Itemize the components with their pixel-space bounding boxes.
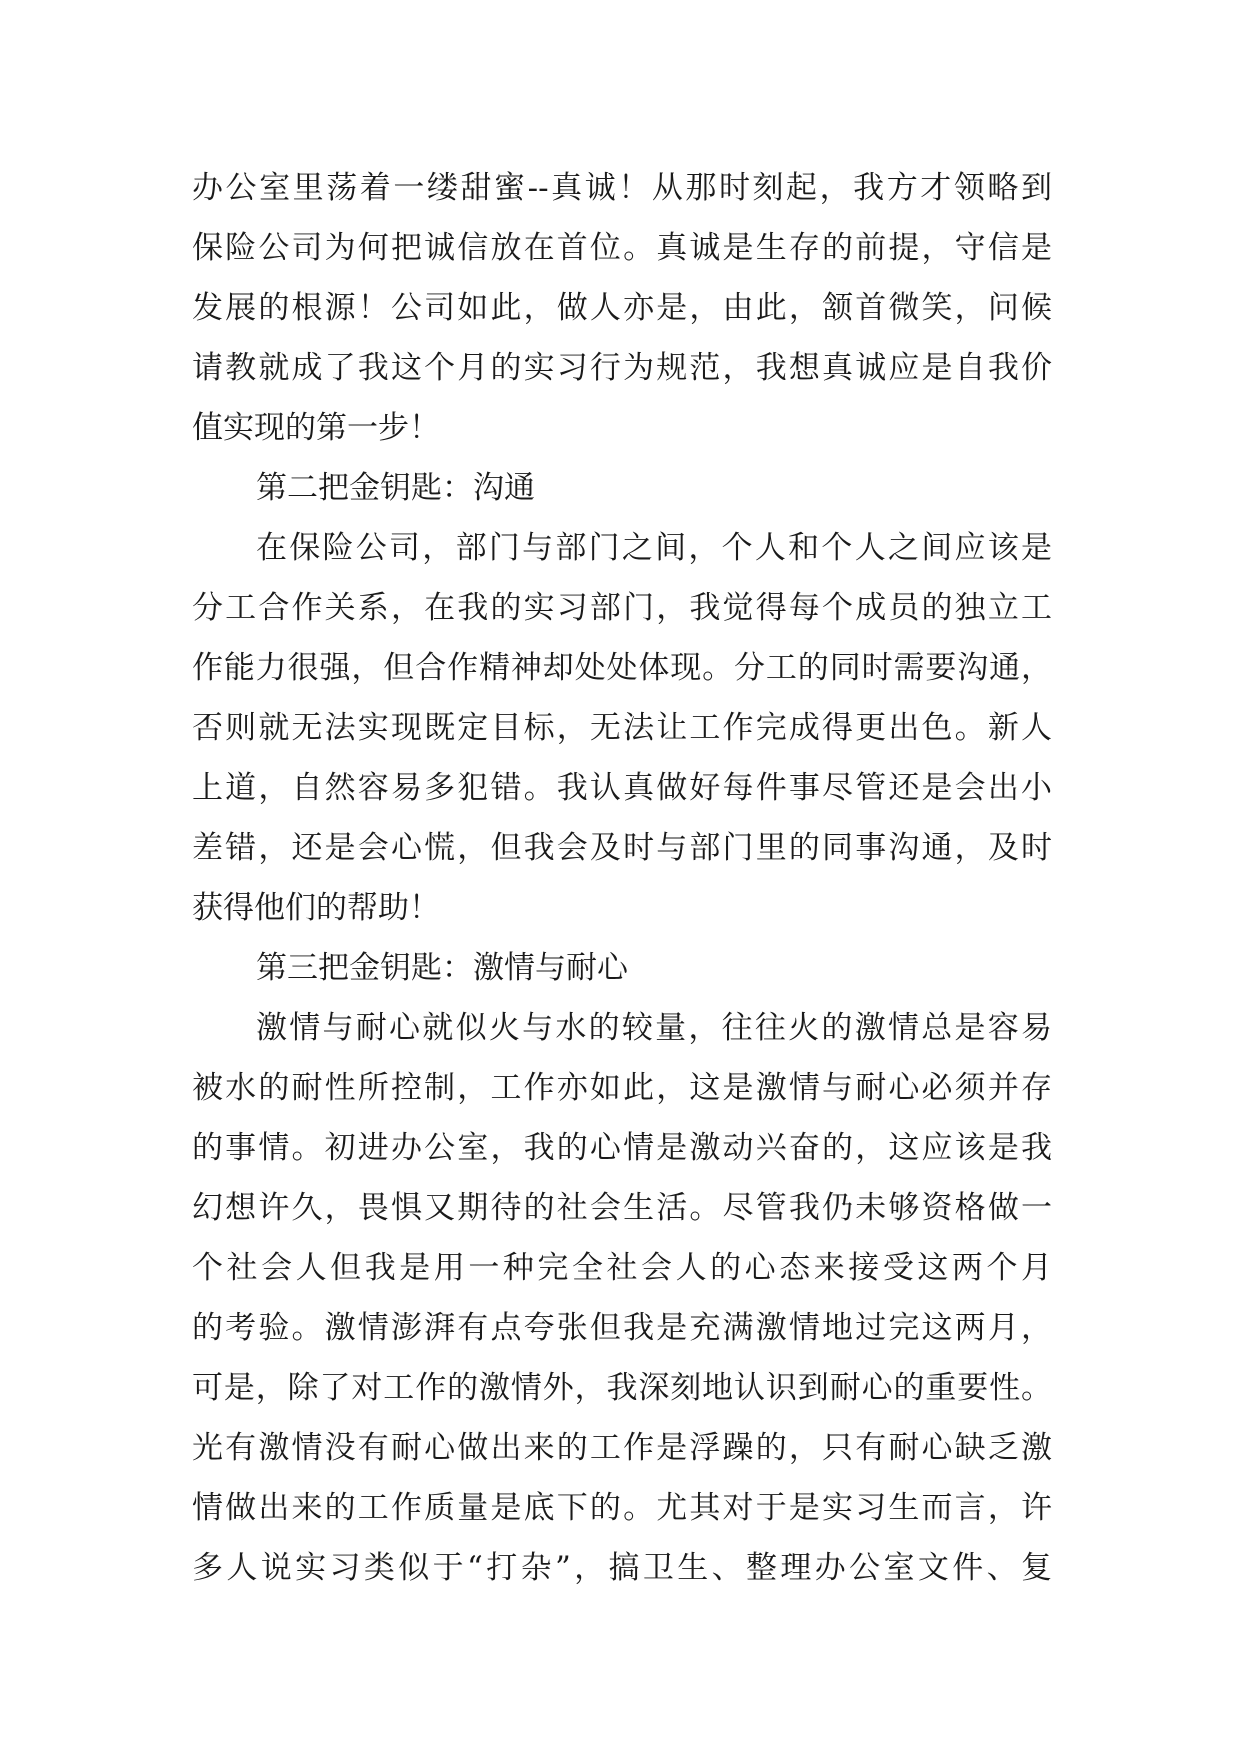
text-line: 上道，自然容易多犯错。我认真做好每件事尽管还是会出小 <box>192 770 1052 806</box>
text-line: 发展的根源！公司如此，做人亦是，由此，颔首微笑，问候 <box>192 290 1052 326</box>
section-heading: 第二把金钥匙：沟通 <box>256 470 535 506</box>
text-line: 个社会人但我是用一种完全社会人的心态来接受这两个月 <box>192 1250 1052 1286</box>
text-line: 的考验。激情澎湃有点夸张但我是充满激情地过完这两月， <box>192 1310 1052 1346</box>
text-line: 的事情。初进办公室，我的心情是激动兴奋的，这应该是我 <box>192 1130 1052 1166</box>
text-line: 值实现的第一步！ <box>192 410 440 446</box>
text-line: 作能力很强，但合作精神却处处体现。分工的同时需要沟通， <box>192 650 1052 686</box>
text-line: 幻想许久，畏惧又期待的社会生活。尽管我仍未够资格做一 <box>192 1190 1052 1226</box>
section-heading: 第三把金钥匙：激情与耐心 <box>256 950 628 986</box>
text-line: 请教就成了我这个月的实习行为规范，我想真诚应是自我价 <box>192 350 1052 386</box>
text-line: 被水的耐性所控制，工作亦如此，这是激情与耐心必须并存 <box>192 1070 1052 1106</box>
document-body <box>192 158 1052 1598</box>
text-line: 情做出来的工作质量是底下的。尤其对于是实习生而言，许 <box>192 1490 1052 1526</box>
text-line: 光有激情没有耐心做出来的工作是浮躁的，只有耐心缺乏激 <box>192 1430 1052 1466</box>
text-line: 获得他们的帮助！ <box>192 890 440 926</box>
text-line: 可是，除了对工作的激情外，我深刻地认识到耐心的重要性。 <box>192 1370 1052 1406</box>
text-line: 办公室里荡着一缕甜蜜--真诚！从那时刻起，我方才领略到 <box>192 170 1052 206</box>
text-line: 激情与耐心就似火与水的较量，往往火的激情总是容易 <box>256 1010 1052 1046</box>
text-line: 否则就无法实现既定目标，无法让工作完成得更出色。新人 <box>192 710 1052 746</box>
text-line: 多人说实习类似于“打杂”，搞卫生、整理办公室文件、复 <box>192 1550 1052 1586</box>
text-line: 在保险公司，部门与部门之间，个人和个人之间应该是 <box>256 530 1052 566</box>
text-line: 分工合作关系，在我的实习部门，我觉得每个成员的独立工 <box>192 590 1052 626</box>
text-line: 差错，还是会心慌，但我会及时与部门里的同事沟通，及时 <box>192 830 1052 866</box>
text-line: 保险公司为何把诚信放在首位。真诚是生存的前提，守信是 <box>192 230 1052 266</box>
